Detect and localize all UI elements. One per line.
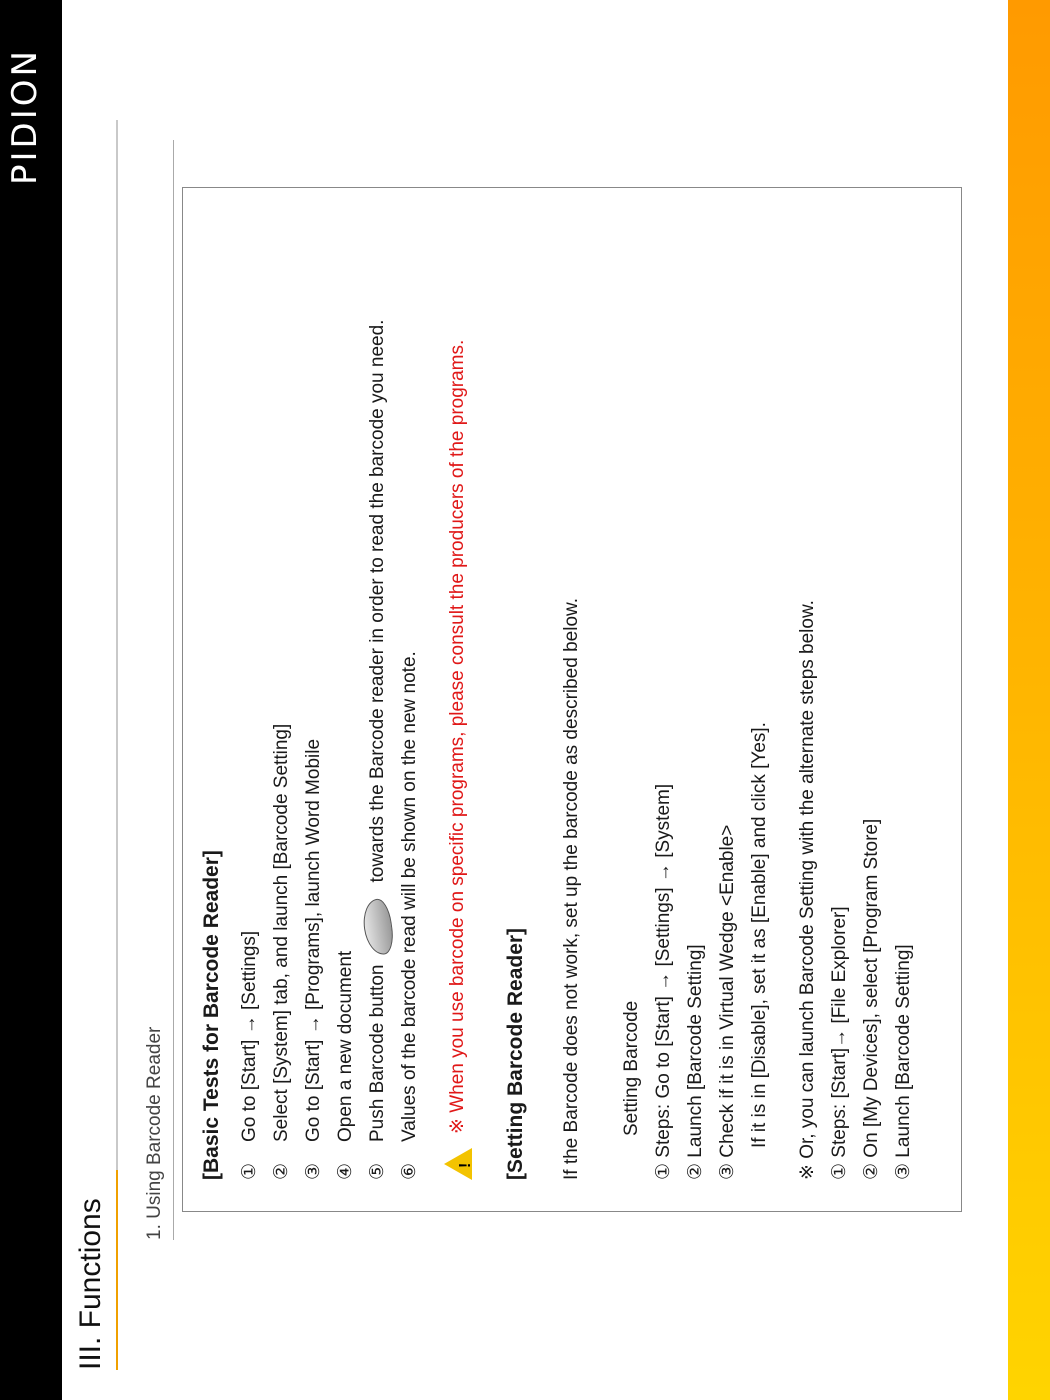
- step-row: [330, 180, 362, 1180]
- warning-row: [442, 180, 474, 1180]
- setting-heading: [Setting Barcode Reader]: [504, 927, 527, 1180]
- subsection-title: 1. Using Barcode Reader: [144, 1026, 165, 1240]
- setting-step: ① Steps: Go to [Start] → [Settings] → [System]: [653, 783, 674, 1180]
- step-number: ⑤: [367, 1162, 388, 1180]
- warning-text: ※ When you use barcode on specific programs, please consult the producers of the programs.: [447, 339, 468, 1134]
- step-row: [298, 180, 330, 1180]
- step-text: Open a new document: [335, 950, 356, 1142]
- basic-tests-heading: [Basic Tests for Barcode Reader]: [200, 850, 223, 1180]
- setting-intro: If the Barcode does not work, set up the barcode as described below.: [561, 598, 582, 1180]
- step-number: ③: [303, 1162, 324, 1180]
- step-text-pre: Push Barcode button: [367, 964, 388, 1142]
- step-row: [234, 180, 266, 1180]
- header-band: [0, 0, 62, 1400]
- step-number: ⑥: [399, 1162, 420, 1180]
- step-text: Go to [Start] → [Programs], launch Word Mobile: [303, 738, 324, 1142]
- setting-step: ③ Check if it is in Virtual Wedge <Enable>: [717, 824, 738, 1180]
- step-row: [394, 180, 426, 1180]
- title-underline: [116, 120, 118, 1370]
- alt-step: ③ Launch [Barcode Setting]: [893, 944, 914, 1180]
- brand-logo: PIDION: [5, 48, 45, 185]
- step-number: ②: [271, 1162, 292, 1180]
- warning-triangle-icon: !: [444, 1148, 472, 1180]
- step-row: [266, 180, 298, 1180]
- setting-step: ② Launch [Barcode Setting]: [685, 944, 706, 1180]
- section-title: III. Functions: [74, 1198, 107, 1370]
- subsection-underline: [173, 140, 174, 1240]
- alt-step: ② On [My Devices], select [Program Store]: [861, 818, 882, 1180]
- step-text: Go to [Start] → [Settings]: [239, 930, 260, 1142]
- step-text-post: towards the Barcode reader in order to read the barcode you need.: [367, 319, 388, 883]
- step-number: ④: [335, 1162, 356, 1180]
- setting-label: Setting Barcode: [621, 1000, 642, 1136]
- barcode-button-icon: [360, 897, 396, 956]
- page-canvas: [5, 0, 1050, 1400]
- step-text: Select [System] tab, and launch [Barcode Setting]: [271, 723, 292, 1142]
- alt-step: ① Steps: [Start]→ [File Explorer]: [829, 906, 850, 1180]
- step-number: ①: [239, 1162, 260, 1180]
- setting-note: If it is in [Disable], set it as [Enable] and click [Yes].: [749, 722, 770, 1148]
- content: [196, 180, 920, 1180]
- step-row: [362, 180, 394, 1180]
- alt-intro: ※ Or, you can launch Barcode Setting with the alternate steps below.: [797, 600, 818, 1180]
- step-text: Values of the barcode read will be shown on the new note.: [399, 651, 420, 1142]
